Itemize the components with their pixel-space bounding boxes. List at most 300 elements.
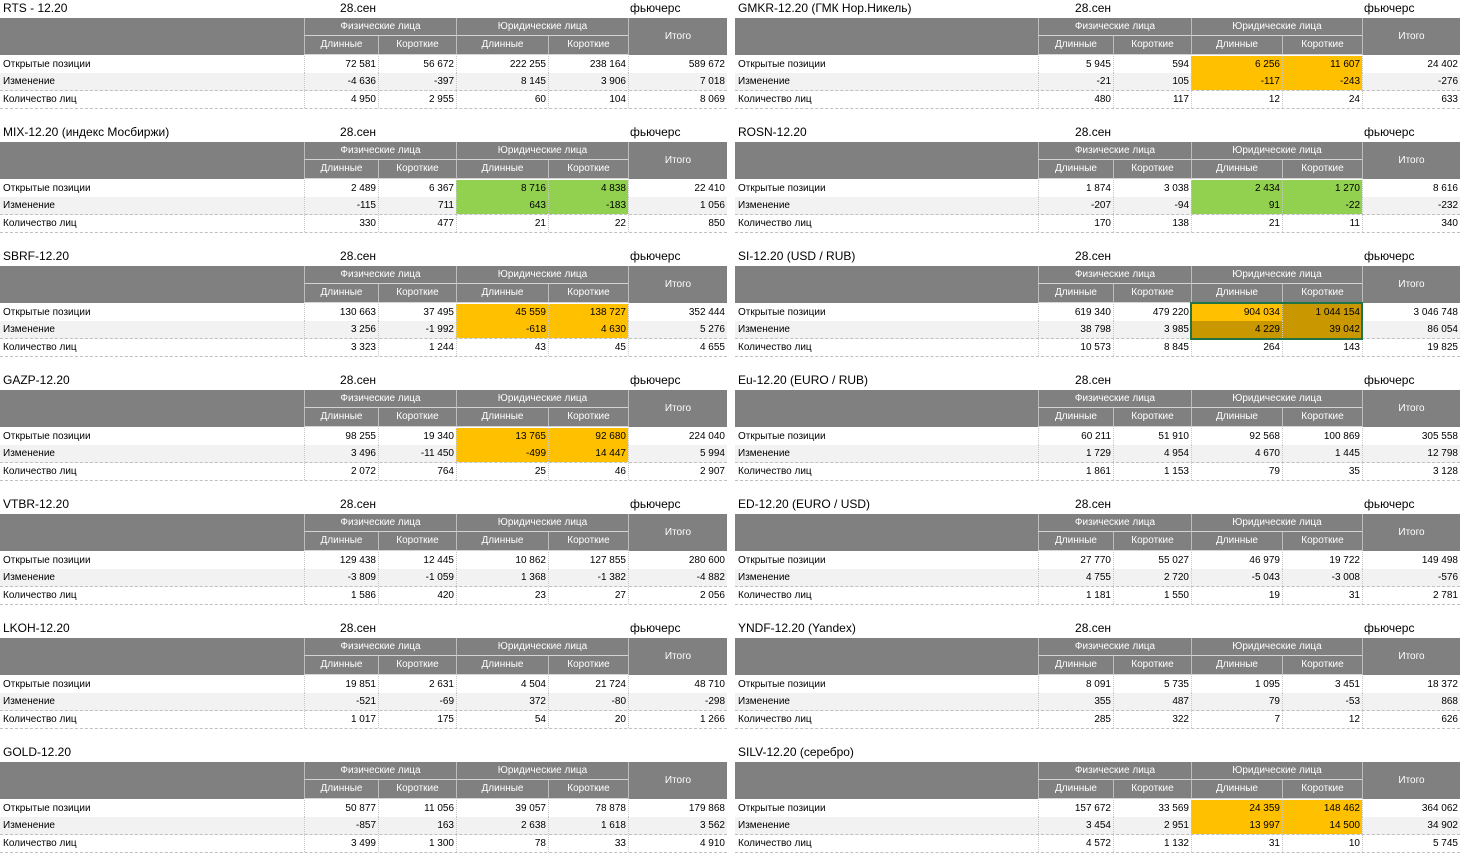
header-legal-entities[interactable]: Юридические лица [456,142,628,160]
value-cell[interactable]: 13 997 [1191,817,1282,834]
value-cell[interactable]: 305 558 [1362,428,1460,445]
header-legal-entities[interactable]: Юридические лица [456,762,628,780]
header-long[interactable]: Длинные [1038,656,1113,675]
header-long[interactable]: Длинные [304,532,378,551]
value-cell[interactable]: 238 164 [548,56,628,73]
header-short[interactable]: Короткие [1282,408,1362,427]
value-cell[interactable]: 10 862 [456,552,548,569]
header-total[interactable]: Итого [1362,762,1460,799]
value-cell[interactable]: 12 798 [1362,445,1460,462]
contract-type-cell[interactable]: фьючерс [1364,373,1415,387]
header-total[interactable]: Итого [628,266,727,303]
row-label[interactable]: Количество лиц [3,342,77,353]
value-cell[interactable]: 10 [1282,835,1362,852]
value-cell[interactable]: 27 770 [1038,552,1113,569]
value-cell[interactable]: 104 [548,91,628,108]
value-cell[interactable]: 138 [1113,215,1191,232]
instrument-title[interactable]: SI-12.20 (USD / RUB) [738,249,856,263]
header-individuals[interactable]: Физические лица [1038,762,1191,780]
value-cell[interactable]: 51 910 [1113,428,1191,445]
date-cell[interactable]: 28.сен [340,1,376,15]
value-cell[interactable]: 2 951 [1113,817,1191,834]
header-long[interactable]: Длинные [1038,160,1113,179]
value-cell[interactable]: 643 [456,197,548,214]
contract-type-cell[interactable]: фьючерс [630,249,681,263]
header-short[interactable]: Короткие [1113,532,1191,551]
header-short[interactable]: Короткие [1282,160,1362,179]
value-cell[interactable]: 222 255 [456,56,548,73]
value-cell[interactable]: 39 042 [1282,321,1362,338]
value-cell[interactable]: 33 569 [1113,800,1191,817]
header-short[interactable]: Короткие [548,284,628,303]
header-long[interactable]: Длинные [1038,408,1113,427]
value-cell[interactable]: 1 181 [1038,587,1113,604]
value-cell[interactable]: 3 562 [628,817,727,834]
value-cell[interactable]: 105 [1113,73,1191,90]
value-cell[interactable]: 1 270 [1282,180,1362,197]
value-cell[interactable]: 2 072 [304,463,378,480]
contract-type-cell[interactable]: фьючерс [1364,621,1415,635]
header-long[interactable]: Длинные [1038,284,1113,303]
header-individuals[interactable]: Физические лица [304,514,456,532]
value-cell[interactable]: -857 [304,817,378,834]
value-cell[interactable]: 4 954 [1113,445,1191,462]
header-total[interactable]: Итого [628,762,727,799]
header-legal-entities[interactable]: Юридические лица [456,266,628,284]
value-cell[interactable]: -117 [1191,73,1282,90]
value-cell[interactable]: 11 056 [378,800,456,817]
row-label[interactable]: Изменение [738,448,790,459]
value-cell[interactable]: 12 [1191,91,1282,108]
value-cell[interactable]: 4 504 [456,676,548,693]
value-cell[interactable]: -1 992 [378,321,456,338]
date-cell[interactable]: 28.сен [1075,373,1111,387]
value-cell[interactable]: 1 874 [1038,180,1113,197]
header-long[interactable]: Длинные [1038,36,1113,55]
header-legal-entities[interactable]: Юридические лица [1191,142,1362,160]
header-short[interactable]: Короткие [548,532,628,551]
value-cell[interactable]: 626 [1362,711,1460,728]
header-total[interactable]: Итого [1362,638,1460,675]
row-label[interactable]: Количество лиц [738,714,812,725]
header-long[interactable]: Длинные [1191,780,1282,799]
value-cell[interactable]: 24 402 [1362,56,1460,73]
header-short[interactable]: Короткие [548,780,628,799]
value-cell[interactable]: 904 034 [1191,304,1282,321]
header-short[interactable]: Короткие [378,408,456,427]
value-cell[interactable]: 1 044 154 [1282,304,1362,321]
value-cell[interactable]: 130 663 [304,304,378,321]
value-cell[interactable]: -22 [1282,197,1362,214]
header-total[interactable]: Итого [1362,142,1460,179]
row-label[interactable]: Открытые позиции [738,59,826,70]
value-cell[interactable]: 27 [548,587,628,604]
row-label[interactable]: Количество лиц [3,590,77,601]
value-cell[interactable]: 31 [1191,835,1282,852]
value-cell[interactable]: 3 454 [1038,817,1113,834]
header-short[interactable]: Короткие [1282,780,1362,799]
header-legal-entities[interactable]: Юридические лица [1191,18,1362,36]
value-cell[interactable]: 34 902 [1362,817,1460,834]
header-short[interactable]: Короткие [378,160,456,179]
value-cell[interactable]: 100 869 [1282,428,1362,445]
value-cell[interactable]: -53 [1282,693,1362,710]
row-label[interactable]: Изменение [3,324,55,335]
header-short[interactable]: Короткие [1113,780,1191,799]
header-total[interactable]: Итого [628,18,727,55]
value-cell[interactable]: 3 985 [1113,321,1191,338]
value-cell[interactable]: 157 672 [1038,800,1113,817]
instrument-title[interactable]: ED-12.20 (EURO / USD) [738,497,871,511]
value-cell[interactable]: 14 500 [1282,817,1362,834]
value-cell[interactable]: -276 [1362,73,1460,90]
value-cell[interactable]: 2 434 [1191,180,1282,197]
value-cell[interactable]: 372 [456,693,548,710]
value-cell[interactable]: 19 340 [378,428,456,445]
header-individuals[interactable]: Физические лица [304,762,456,780]
value-cell[interactable]: 54 [456,711,548,728]
row-label[interactable]: Количество лиц [3,94,77,105]
row-label[interactable]: Изменение [738,324,790,335]
value-cell[interactable]: 56 672 [378,56,456,73]
value-cell[interactable]: 12 445 [378,552,456,569]
value-cell[interactable]: 175 [378,711,456,728]
value-cell[interactable]: 129 438 [304,552,378,569]
value-cell[interactable]: 5 745 [1362,835,1460,852]
row-label[interactable]: Изменение [3,200,55,211]
value-cell[interactable]: 355 [1038,693,1113,710]
row-label[interactable]: Количество лиц [738,838,812,849]
header-short[interactable]: Короткие [548,408,628,427]
value-cell[interactable]: 60 211 [1038,428,1113,445]
header-total[interactable]: Итого [1362,514,1460,551]
header-short[interactable]: Короткие [548,160,628,179]
value-cell[interactable]: 10 573 [1038,339,1113,356]
header-individuals[interactable]: Физические лица [1038,18,1191,36]
value-cell[interactable]: -576 [1362,569,1460,586]
value-cell[interactable]: 19 [1191,587,1282,604]
header-individuals[interactable]: Физические лица [304,266,456,284]
header-legal-entities[interactable]: Юридические лица [1191,638,1362,656]
value-cell[interactable]: 138 727 [548,304,628,321]
value-cell[interactable]: 38 798 [1038,321,1113,338]
header-individuals[interactable]: Физические лица [304,142,456,160]
value-cell[interactable]: 35 [1282,463,1362,480]
instrument-title[interactable]: GOLD-12.20 [3,745,72,759]
value-cell[interactable]: -3 008 [1282,569,1362,586]
header-short[interactable]: Короткие [1282,36,1362,55]
value-cell[interactable]: 21 [1191,215,1282,232]
value-cell[interactable]: 45 559 [456,304,548,321]
contract-type-cell[interactable]: фьючерс [1364,1,1415,15]
instrument-title[interactable]: Eu-12.20 (EURO / RUB) [738,373,869,387]
contract-type-cell[interactable]: фьючерс [630,497,681,511]
value-cell[interactable]: 633 [1362,91,1460,108]
cell-selection[interactable] [1191,303,1362,339]
value-cell[interactable]: 3 128 [1362,463,1460,480]
instrument-title[interactable]: VTBR-12.20 [3,497,70,511]
value-cell[interactable]: 3 906 [548,73,628,90]
header-short[interactable]: Короткие [1113,656,1191,675]
row-label[interactable]: Количество лиц [3,218,77,229]
value-cell[interactable]: 3 323 [304,339,378,356]
header-short[interactable]: Короткие [1282,656,1362,675]
header-long[interactable]: Длинные [456,780,548,799]
value-cell[interactable]: 4 755 [1038,569,1113,586]
header-short[interactable]: Короткие [1113,408,1191,427]
row-label[interactable]: Изменение [3,572,55,583]
value-cell[interactable]: 50 877 [304,800,378,817]
value-cell[interactable]: 1 017 [304,711,378,728]
value-cell[interactable]: -11 450 [378,445,456,462]
value-cell[interactable]: 479 220 [1113,304,1191,321]
header-legal-entities[interactable]: Юридические лица [1191,514,1362,532]
header-long[interactable]: Длинные [1191,160,1282,179]
instrument-title[interactable]: SILV-12.20 (серебро) [738,745,854,759]
value-cell[interactable]: 8 145 [456,73,548,90]
value-cell[interactable]: 20 [548,711,628,728]
value-cell[interactable]: 1 445 [1282,445,1362,462]
value-cell[interactable]: 143 [1282,339,1362,356]
row-label[interactable]: Открытые позиции [3,183,91,194]
header-legal-entities[interactable]: Юридические лица [456,514,628,532]
value-cell[interactable]: 280 600 [628,552,727,569]
header-legal-entities[interactable]: Юридические лица [1191,390,1362,408]
contract-type-cell[interactable]: фьючерс [630,125,681,139]
value-cell[interactable]: 2 631 [378,676,456,693]
value-cell[interactable]: 4 670 [1191,445,1282,462]
header-legal-entities[interactable]: Юридические лица [1191,762,1362,780]
value-cell[interactable]: 2 489 [304,180,378,197]
value-cell[interactable]: 79 [1191,693,1282,710]
date-cell[interactable]: 28.сен [340,373,376,387]
value-cell[interactable]: 2 638 [456,817,548,834]
value-cell[interactable]: 3 499 [304,835,378,852]
contract-type-cell[interactable] [1362,744,1460,761]
value-cell[interactable]: -1 382 [548,569,628,586]
header-short[interactable]: Короткие [1113,36,1191,55]
instrument-title[interactable]: GMKR-12.20 (ГМК Нор.Никель) [738,1,912,15]
date-cell[interactable]: 28.сен [1075,249,1111,263]
instrument-title[interactable]: MIX-12.20 (индекс Мосбиржи) [3,125,170,139]
value-cell[interactable]: 86 054 [1362,321,1460,338]
date-cell[interactable]: 28.сен [340,249,376,263]
header-long[interactable]: Длинные [304,36,378,55]
value-cell[interactable]: 78 878 [548,800,628,817]
row-label[interactable]: Изменение [3,820,55,831]
header-long[interactable]: Длинные [304,284,378,303]
value-cell[interactable]: 60 [456,91,548,108]
contract-type-cell[interactable]: фьючерс [630,373,681,387]
value-cell[interactable]: 46 [548,463,628,480]
value-cell[interactable]: 1 056 [628,197,727,214]
value-cell[interactable]: -5 043 [1191,569,1282,586]
contract-type-cell[interactable]: фьючерс [630,1,681,15]
row-label[interactable]: Изменение [738,572,790,583]
header-short[interactable]: Короткие [1282,284,1362,303]
value-cell[interactable]: 2 720 [1113,569,1191,586]
value-cell[interactable]: 5 276 [628,321,727,338]
header-legal-entities[interactable]: Юридические лица [1191,266,1362,284]
value-cell[interactable]: 764 [378,463,456,480]
value-cell[interactable]: 5 945 [1038,56,1113,73]
row-label[interactable]: Количество лиц [3,714,77,725]
row-label[interactable]: Открытые позиции [738,183,826,194]
value-cell[interactable]: -21 [1038,73,1113,90]
header-long[interactable]: Длинные [1191,656,1282,675]
value-cell[interactable]: 18 372 [1362,676,1460,693]
row-label[interactable]: Открытые позиции [3,431,91,442]
header-long[interactable]: Длинные [1191,36,1282,55]
value-cell[interactable]: 352 444 [628,304,727,321]
value-cell[interactable]: 364 062 [1362,800,1460,817]
value-cell[interactable]: 4 630 [548,321,628,338]
value-cell[interactable]: 19 851 [304,676,378,693]
value-cell[interactable]: 92 568 [1191,428,1282,445]
value-cell[interactable]: 22 410 [628,180,727,197]
value-cell[interactable]: 4 572 [1038,835,1113,852]
value-cell[interactable]: 850 [628,215,727,232]
header-long[interactable]: Длинные [1191,408,1282,427]
value-cell[interactable]: 170 [1038,215,1113,232]
contract-type-cell[interactable]: фьючерс [1364,249,1415,263]
value-cell[interactable]: 22 [548,215,628,232]
row-label[interactable]: Изменение [3,76,55,87]
header-total[interactable]: Итого [1362,18,1460,55]
value-cell[interactable]: 72 581 [304,56,378,73]
row-label[interactable]: Открытые позиции [738,431,826,442]
value-cell[interactable]: -80 [548,693,628,710]
value-cell[interactable]: 264 [1191,339,1282,356]
value-cell[interactable]: 594 [1113,56,1191,73]
value-cell[interactable]: 868 [1362,693,1460,710]
value-cell[interactable]: 179 868 [628,800,727,817]
value-cell[interactable]: -521 [304,693,378,710]
value-cell[interactable]: 711 [378,197,456,214]
value-cell[interactable]: 127 855 [548,552,628,569]
value-cell[interactable]: -115 [304,197,378,214]
header-individuals[interactable]: Физические лица [304,638,456,656]
value-cell[interactable]: 48 710 [628,676,727,693]
value-cell[interactable]: 11 607 [1282,56,1362,73]
header-short[interactable]: Короткие [548,36,628,55]
value-cell[interactable]: -94 [1113,197,1191,214]
value-cell[interactable]: 92 680 [548,428,628,445]
value-cell[interactable]: 43 [456,339,548,356]
instrument-title[interactable]: SBRF-12.20 [3,249,70,263]
row-label[interactable]: Открытые позиции [3,59,91,70]
instrument-title[interactable]: RTS - 12.20 [3,1,68,15]
row-label[interactable]: Количество лиц [738,218,812,229]
value-cell[interactable]: -298 [628,693,727,710]
header-individuals[interactable]: Физические лица [304,390,456,408]
row-label[interactable]: Изменение [738,76,790,87]
header-short[interactable]: Короткие [548,656,628,675]
value-cell[interactable]: 78 [456,835,548,852]
value-cell[interactable]: 1 132 [1113,835,1191,852]
value-cell[interactable]: -69 [378,693,456,710]
date-cell[interactable] [1038,744,1113,761]
value-cell[interactable]: 1 550 [1113,587,1191,604]
contract-type-cell[interactable]: фьючерс [1364,497,1415,511]
header-short[interactable]: Короткие [378,656,456,675]
row-label[interactable]: Количество лиц [738,342,812,353]
value-cell[interactable]: 3 038 [1113,180,1191,197]
value-cell[interactable]: 19 825 [1362,339,1460,356]
value-cell[interactable]: 2 781 [1362,587,1460,604]
value-cell[interactable]: 163 [378,817,456,834]
value-cell[interactable]: 2 056 [628,587,727,604]
header-short[interactable]: Короткие [1113,160,1191,179]
value-cell[interactable]: 1 095 [1191,676,1282,693]
header-individuals[interactable]: Физические лица [1038,142,1191,160]
value-cell[interactable]: 23 [456,587,548,604]
value-cell[interactable]: 33 [548,835,628,852]
header-long[interactable]: Длинные [304,780,378,799]
value-cell[interactable]: -232 [1362,197,1460,214]
row-label[interactable]: Изменение [3,448,55,459]
header-long[interactable]: Длинные [304,160,378,179]
value-cell[interactable]: 1 244 [378,339,456,356]
header-short[interactable]: Короткие [1282,532,1362,551]
date-cell[interactable]: 28.сен [1075,125,1111,139]
header-long[interactable]: Длинные [456,284,548,303]
value-cell[interactable]: 45 [548,339,628,356]
header-long[interactable]: Длинные [1191,284,1282,303]
value-cell[interactable]: 8 845 [1113,339,1191,356]
row-label[interactable]: Изменение [738,200,790,211]
header-long[interactable]: Длинные [1191,532,1282,551]
value-cell[interactable]: 4 950 [304,91,378,108]
instrument-title[interactable]: ROSN-12.20 [738,125,807,139]
value-cell[interactable]: -499 [456,445,548,462]
header-short[interactable]: Короткие [378,284,456,303]
value-cell[interactable]: 589 672 [628,56,727,73]
header-legal-entities[interactable]: Юридические лица [456,390,628,408]
row-label[interactable]: Количество лиц [738,466,812,477]
value-cell[interactable]: 224 040 [628,428,727,445]
value-cell[interactable]: 55 027 [1113,552,1191,569]
value-cell[interactable]: 148 462 [1282,800,1362,817]
value-cell[interactable]: 3 046 748 [1362,304,1460,321]
value-cell[interactable]: 1 861 [1038,463,1113,480]
row-label[interactable]: Открытые позиции [3,803,91,814]
value-cell[interactable]: 24 [1282,91,1362,108]
header-long[interactable]: Длинные [1038,532,1113,551]
row-label[interactable]: Количество лиц [738,94,812,105]
value-cell[interactable]: 98 255 [304,428,378,445]
value-cell[interactable]: 477 [378,215,456,232]
instrument-title[interactable]: YNDF-12.20 (Yandex) [738,621,856,635]
value-cell[interactable]: 1 153 [1113,463,1191,480]
value-cell[interactable]: 7 018 [628,73,727,90]
value-cell[interactable]: 39 057 [456,800,548,817]
value-cell[interactable]: 4 838 [548,180,628,197]
header-legal-entities[interactable]: Юридические лица [456,638,628,656]
row-label[interactable]: Изменение [738,696,790,707]
value-cell[interactable]: 12 [1282,711,1362,728]
value-cell[interactable]: -1 059 [378,569,456,586]
row-label[interactable]: Открытые позиции [738,803,826,814]
value-cell[interactable]: -3 809 [304,569,378,586]
row-label[interactable]: Количество лиц [3,466,77,477]
value-cell[interactable]: -183 [548,197,628,214]
value-cell[interactable]: 1 729 [1038,445,1113,462]
value-cell[interactable]: 4 910 [628,835,727,852]
value-cell[interactable]: 8 091 [1038,676,1113,693]
header-individuals[interactable]: Физические лица [304,18,456,36]
date-cell[interactable] [304,744,378,761]
